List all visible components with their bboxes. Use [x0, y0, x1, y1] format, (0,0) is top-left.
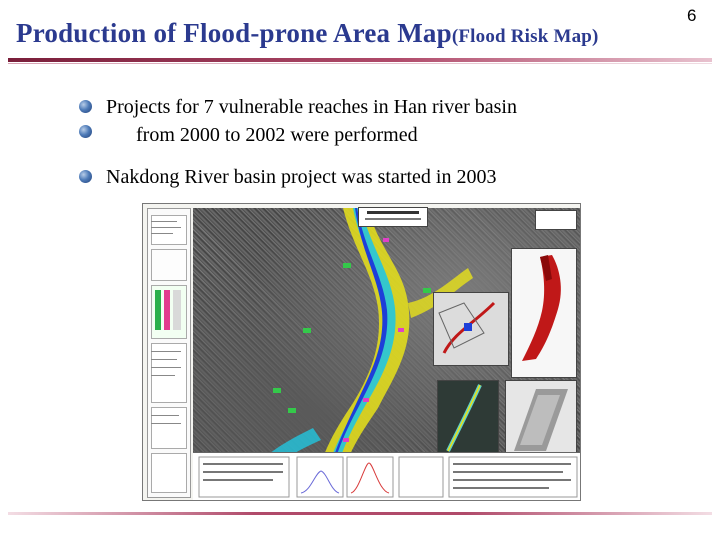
- map-legend-panel: [147, 208, 191, 498]
- map-inset-location: [433, 292, 509, 366]
- bullet-2-line-1: Nakdong River basin project was started in 2003: [106, 166, 497, 188]
- bullet-1-line-1: Projects for 7 vulnerable reaches in Han river basin: [106, 96, 517, 118]
- bullet-1-line-2: from 2000 to 2002 were performed: [136, 124, 418, 146]
- map-inset-basin: [511, 248, 577, 378]
- slide-title-main: Production of Flood-prone Area Map: [16, 18, 452, 48]
- map-title-box: [358, 207, 428, 227]
- title-underline: [8, 58, 712, 62]
- title-underline-thin: [8, 63, 712, 64]
- map-inset-label: [535, 210, 577, 230]
- map-inset-dem: [505, 380, 577, 458]
- bullet-icon: [79, 125, 92, 138]
- bullet-icon: [79, 170, 92, 183]
- page-number: 6: [687, 6, 697, 25]
- bullet-icon: [79, 100, 92, 113]
- map-inset-satellite: [437, 380, 499, 458]
- flood-risk-map-image: [142, 203, 581, 501]
- slide-title-sub: (Flood Risk Map): [451, 26, 599, 47]
- map-bottom-panels: [193, 452, 581, 501]
- slide-title: [16, 18, 599, 49]
- footer-rule: [8, 512, 712, 515]
